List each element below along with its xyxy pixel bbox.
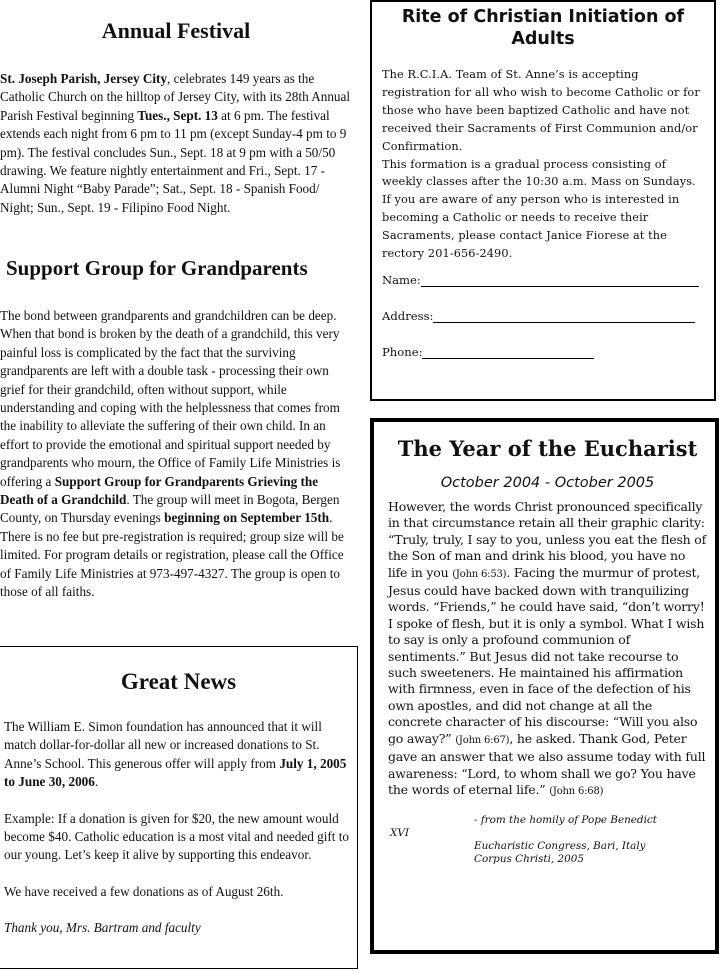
rcia-box (370, 0, 716, 401)
phone-line[interactable] (422, 346, 594, 359)
name-field[interactable] (382, 273, 704, 287)
name-line[interactable] (421, 274, 699, 287)
scripture-ref-2: (John 6:67) (455, 734, 510, 746)
phone-field[interactable] (382, 345, 704, 359)
address-label: Address: (382, 308, 434, 323)
great-news-signature: Thank you, Mrs. Bartram and faculty (4, 920, 201, 936)
eucharist-box (370, 418, 719, 954)
eucharist-text-2: . Facing the murmur of protest, Jesus could have backed down with tranquilizing words. “Friends,” he could have said, “don’t worry! I spoke of flesh, but it is only a symbol. What I wish to say is only a profound communion of sentiments.” But Jesus did not take recourse to such sweeteners. He maintained his affirmation with firmness, even in face of the defection of his own apostles, and did not change at all the concrete character of his discourse: “Will you also go away?” (388, 564, 705, 746)
festival-start-date: Tues., Sept. 13 (137, 107, 218, 123)
annual-festival-text (0, 70, 352, 217)
eucharist-text (388, 499, 707, 800)
address-line[interactable] (433, 310, 695, 323)
news-date-range: July 1, 2005 to June 30, 2006 (4, 755, 347, 790)
eucharist-text-3: , he asked. Thank God, Peter gave an answer that we also assume today with full awareness: “Lord, to whom shall we go? You have the words of eternal life.” (388, 730, 706, 797)
attribution-line-1: - from the homily of Pope Benedict (474, 814, 657, 827)
grandparents-title: Support Group for Grandparents (6, 256, 308, 280)
grandparents-text (0, 307, 352, 602)
great-news-title: Great News (120, 669, 237, 694)
name-label: Name: (382, 272, 421, 287)
parish-name: St. Joseph Parish, Jersey City (0, 71, 168, 86)
grandparents-text-1: The bond between grandparents and grandchildren can be deep. When that bond is broken by the death of a grandchild, this very painful loss is complicated by the fact that the surviving grandparents are left with a double task - processing their own grief for their grandchild, often without support, while understanding and coping with the helplessness that comes from the inability to alleviate the suffering of their own child. In an effort to provide the emotional and spiritual support needed by grandparents who mourn, the Office of Family Life Ministries is offering a (0, 308, 341, 489)
eucharist-text-1: However, the words Christ pronounced specifically in that circumstance retain all their graphic clarity: “Truly, truly, I say to you, unless you eat the flesh of the Son of man and drink his blood, you have no life in you (388, 499, 707, 580)
festival-text-1: , celebrates 149 years as the Catholic Church on the hilltop of Jersey City, with its 28th Annual Parish Festival beginning (0, 71, 351, 123)
scripture-ref-1: (John 6:53) (452, 568, 507, 580)
scripture-ref-3: (John 6:68) (549, 785, 604, 797)
news-p1-c: . (94, 774, 99, 790)
eucharist-subtitle: October 2004 - October 2005 (440, 475, 655, 491)
grandparents-text-3: . There is no fee but pre-registration is required; group size will be limited. For program details or registration, please call the Office of Family Life Ministries at 973-497-4327. The group is open to those of all faiths. (0, 510, 344, 600)
rcia-title: Rite of Christian Initiation of Adults (401, 7, 685, 49)
rcia-text-1: The R.C.I.A. Team of St. Anne’s is accepting registration for all who wish to become Catholic or for those who have been baptized Catholic and have not received their Sacraments of First Communion and/or Confirmation. (382, 68, 700, 153)
rcia-text-2: This formation is a gradual process consisting of weekly classes after the 10:30 a.m. Mass on Sundays. If you are aware of any person who is interested in becoming a Catholic or needs to receive their Sacraments, please contact Janice Fiorese at the rectory 201-656-2490. (382, 157, 696, 261)
attribution-line-3: Eucharistic Congress, Bari, Italy (474, 840, 646, 853)
great-news-box (0, 646, 358, 969)
festival-text-2: at 6 pm. The festival extends each night from 6 pm to 11 pm (except Sunday-4 pm to 9 pm). The festival concludes Sun., Sept. 18 at 9 pm with a 50/50 drawing. We feature nightly entertainment and Fri., Sept. 17 - Alumni Night “Baby Parade”; Sat., Sept. 18 - Spanish Food/ Night; Sun., Sept. 19 - Filipino Food Night. (0, 107, 347, 215)
attribution (388, 814, 707, 866)
news-p1-a: The William E. Simon foundation has announced that it will match dollar-for-dollar all new or increased donations to St. Anne’s School. This generous offer will apply from (4, 719, 322, 771)
annual-festival-title: Annual Festival (101, 18, 251, 43)
phone-label: Phone: (382, 344, 423, 359)
eucharist-title: The Year of the Eucharist (397, 436, 698, 461)
annual-festival-article (0, 18, 352, 217)
grandparents-text-2: . The group will meet in Bogota, Bergen County, on Thursday evenings (0, 492, 340, 526)
support-group-name: Support Group for Grandparents Grieving the Death of a Grandchild (0, 473, 319, 508)
attribution-line-2: XVI (390, 827, 410, 840)
grandparents-support-article (0, 256, 352, 602)
great-news-text-1 (4, 718, 349, 792)
attribution-line-4: Corpus Christi, 2005 (474, 853, 584, 866)
start-date: beginning on September 15th (164, 510, 330, 526)
great-news-text-3: We have received a few donations as of August 26th. (4, 883, 284, 899)
address-field[interactable] (382, 309, 704, 323)
great-news-text-2: Example: If a donation is given for $20, the new amount would become $40. Catholic education is a most vital and needed gift to our young. Let’s keep it alive by supporting this endeavor. (4, 810, 349, 863)
